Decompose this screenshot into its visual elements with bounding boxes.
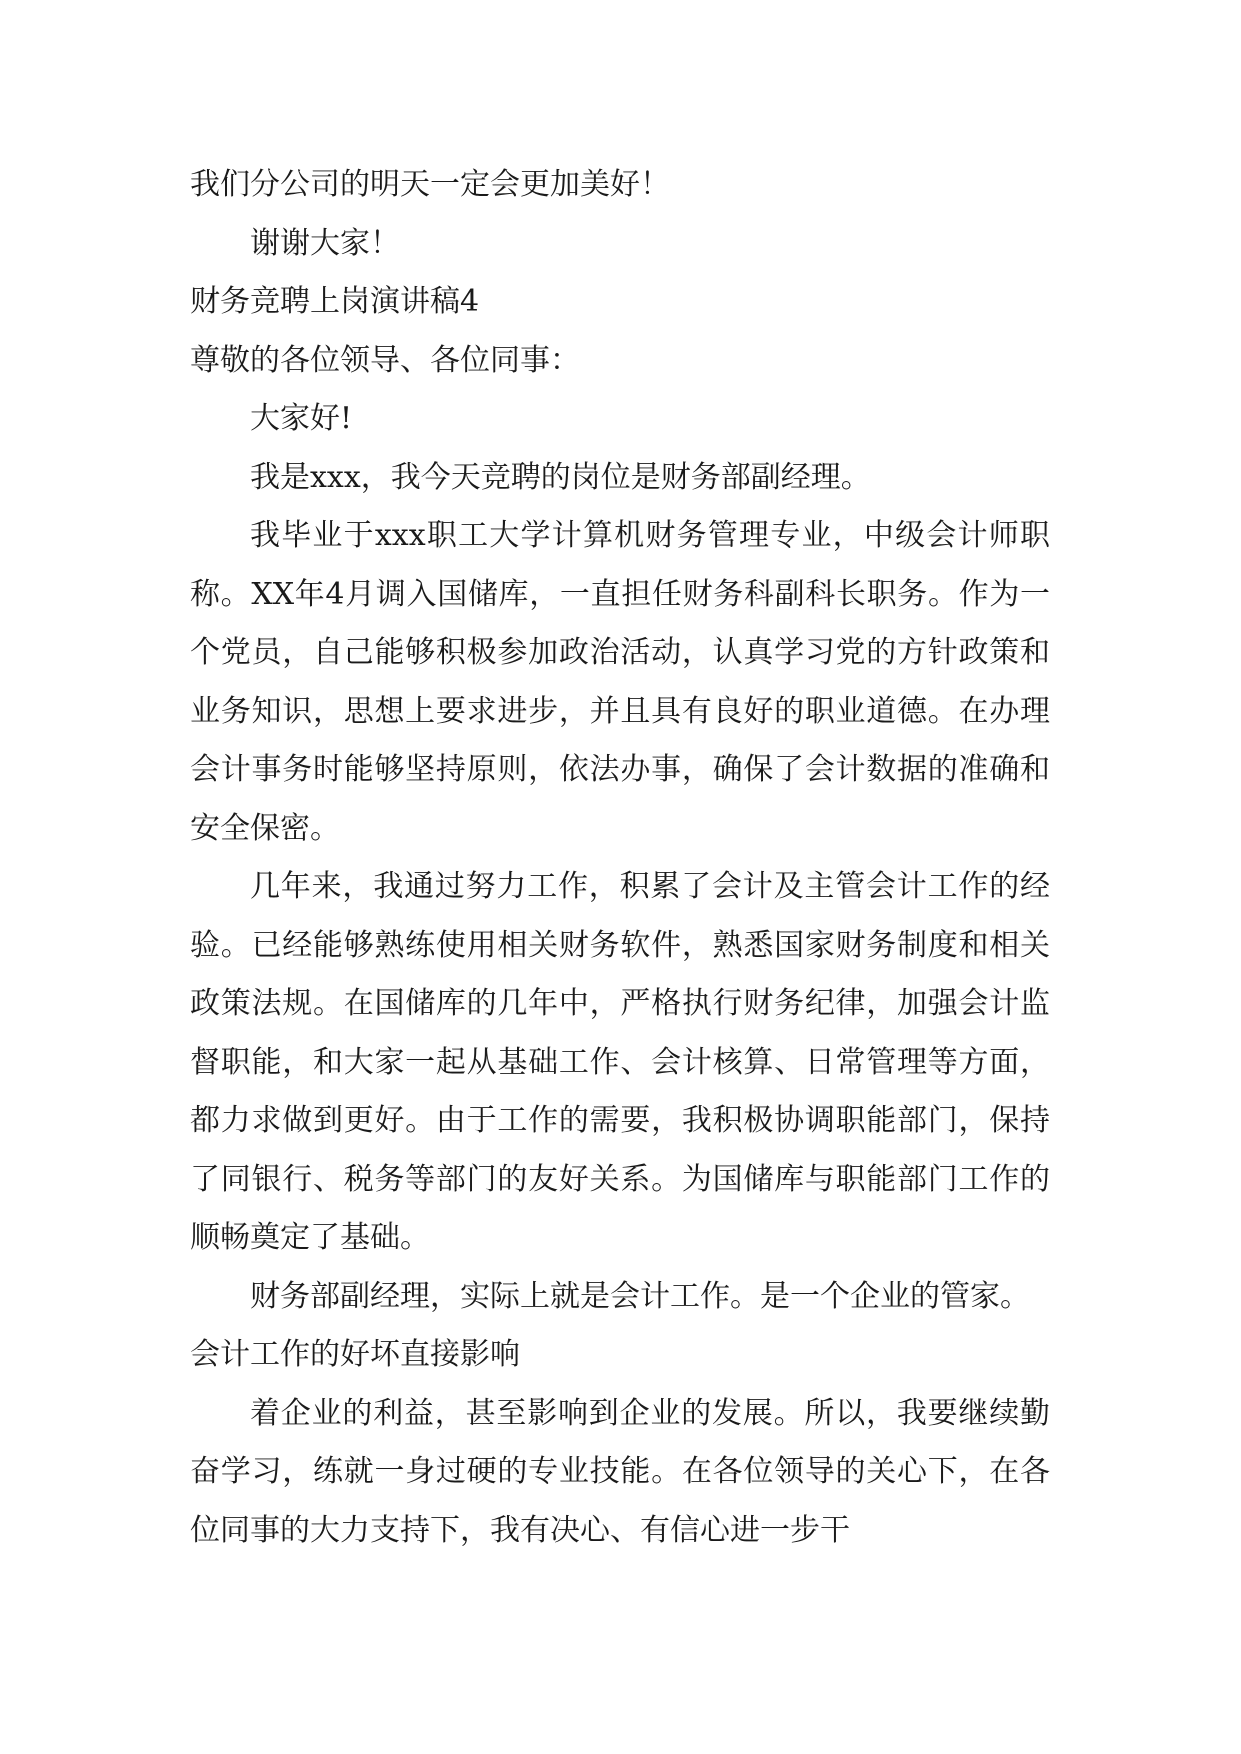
paragraph-commitment: 着企业的利益，甚至影响到企业的发展。所以，我要继续勤奋学习，练就一身过硬的专业技能。在各位领导的关心下，在各位同事的大力支持下，我有决心、有信心进一步干 <box>190 1395 1050 1548</box>
speech-heading: 财务竞聘上岗演讲稿4 <box>190 284 480 319</box>
paragraph-experience: 几年来，我通过努力工作，积累了会计及主管会计工作的经验。已经能够熟练使用相关财务软件，熟悉国家财务制度和相关政策法规。在国储库的几年中，严格执行财务纪律，加强会计监督职能，和大家一起从基础工作、会计核算、日常管理等方面，都力求做到更好。由于工作的需要，我积极协调职能部门，保持了同银行、税务等部门的友好关系。为国储库与职能部门工作的顺畅奠定了基础。 <box>190 869 1050 1255</box>
closing-line: 我们分公司的明天一定会更加美好！ <box>190 167 670 202</box>
document-body <box>190 156 1050 1560</box>
paragraph-role: 财务部副经理，实际上就是会计工作。是一个企业的管家。会计工作的好坏直接影响 <box>190 1278 1030 1372</box>
salutation: 尊敬的各位领导、各位同事： <box>190 342 580 378</box>
thanks-line: 谢谢大家！ <box>250 225 400 261</box>
greeting: 大家好! <box>250 401 353 436</box>
intro-line: 我是xxx，我今天竞聘的岗位是财务部副经理。 <box>250 459 871 495</box>
paragraph-background: 我毕业于xxx职工大学计算机财务管理专业，中级会计师职称。XX年4月调入国储库，一直担任财务科副科长职务。作为一个党员，自己能够积极参加政治活动，认真学习党的方针政策和业务知识，思想上要求进步，并且具有良好的职业道德。在办理会计事务时能够坚持原则，依法办事，确保了会计数据的准确和安全保密。 <box>190 518 1050 846</box>
